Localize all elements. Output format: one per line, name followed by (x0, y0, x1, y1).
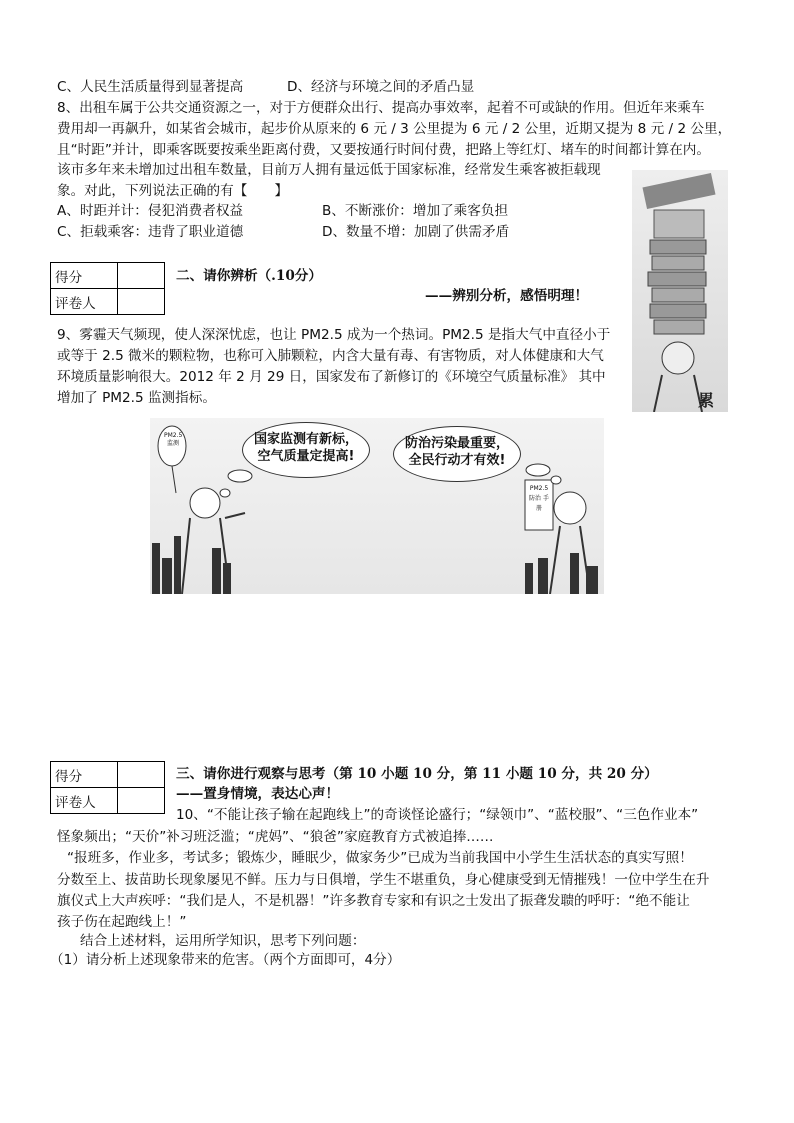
q10-line: 怪象频出；“天价”补习班泛滥；“虎妈”、“狼爸”家庭教育方式被追捧…… (57, 829, 494, 845)
q9-line: 9、雾霾天气频现，使人深深忧虑，也让 PM2.5 成为一个热词。PM2.5 是指大气中直径小于 (57, 327, 611, 343)
q9-line: 环境质量影响很大。2012 年 2 月 29 日，国家发布了新修订的《环境空气质量标准》 其中 (57, 369, 606, 385)
q8-line: 该市多年来未增加过出租车数量，目前万人拥有量远低于国家标准，经常发生乘客被拒载现 (57, 162, 601, 178)
q8-line: 费用却一再飙升，如某省会城市，起步价从原来的 6 元 / 3 公里提为 6 元 / 2 公里，近期又提为 8 元 / 2 公里， (57, 121, 732, 137)
q7-option-d: D、经济与环境之间的矛盾凸显 (287, 79, 475, 95)
q8-line: 8、出租车属于公共交通资源之一，对于方便群众出行、提高办事效率，起着不可或缺的作用。但近年来乘车 (57, 100, 705, 116)
q10-line: 10、“不能让孩子输在起跑线上”的奇谈怪论盛行；“绿领巾”、“蓝校服”、“三色作业本” (176, 807, 699, 823)
q8-option-b: B、不断涨价：增加了乘客负担 (322, 203, 509, 219)
score-table (50, 761, 165, 814)
q9-line: 或等于 2.5 微米的颗粒物，也称可入肺颗粒，内含大量有毒、有害物质，对人体健康和大气 (57, 348, 604, 364)
q8-option-d: D、数量不增：加剧了供需矛盾 (322, 224, 510, 240)
section2-title: 二、请你辨析（.10分） (176, 268, 322, 284)
q10-line: 旗仪式上大声疾呼：“我们是人，不是机器！”许多教育专家和有识之士发出了振聋发聩的呼吁：“绝不能让 (57, 893, 690, 909)
q7-option-c: C、人民生活质量得到显著提高 (57, 79, 244, 95)
bubble-line: 国家监测有新标， (253, 432, 358, 447)
pm25-cartoon (150, 418, 604, 594)
overloaded-student-illustration (632, 170, 728, 412)
q10-line: 孩子伤在起跑线上！” (57, 914, 187, 930)
q10-subquestion-1: （1）请分析上述现象带来的危害。（两个方面即可，4分） (50, 952, 401, 968)
prevention-handbook-sign: PM2.5 防治 手册 (529, 485, 549, 512)
score-cell[interactable] (118, 762, 165, 788)
grader-label: 评卷人 (51, 289, 118, 315)
q10-line: 分数至上、拔苗助长现象屡见不鲜。压力与日俱增，学生不堪重负，身心健康受到无情摧残！一位中学生在升 (57, 872, 710, 888)
section3-title: 三、请你进行观察与思考（第 10 小题 10 分，第 11 小题 10 分，共 20 分） (176, 766, 658, 782)
q10-line: “报班多，作业多，考试多；锻炼少，睡眠少，做家务少”已成为当前我国中小学生生活状态的真实写照！ (67, 850, 693, 866)
right-speech-bubble (393, 426, 521, 482)
score-cell[interactable] (118, 263, 165, 289)
bubble-line: 空气质量定提高! (257, 449, 355, 464)
q10-instruction: 结合上述材料，运用所学知识，思考下列问题： (80, 933, 366, 949)
grader-cell[interactable] (118, 788, 165, 814)
q8-option-c: C、拒载乘客：违背了职业道德 (57, 224, 244, 240)
monitor-sign: PM2.5 监测 (164, 432, 183, 447)
score-table (50, 262, 165, 315)
bubble-line: 防治污染最重要， (404, 436, 509, 451)
q8-option-a: A、时距并计：侵犯消费者权益 (57, 203, 244, 219)
section2-subtitle: ——辨别分析，感悟明理！ (425, 288, 589, 304)
score-label: 得分 (51, 263, 118, 289)
q8-line: 且“时距”并计，即乘客既要按乘坐距离付费，又要按通行时间付费，把路上等红灯、堵车的时间都计算在内。 (57, 142, 710, 158)
left-speech-bubble (242, 422, 370, 478)
q9-line: 增加了 PM2.5 监测指标。 (57, 390, 216, 406)
books-stack-drawing (632, 170, 728, 412)
grader-cell[interactable] (118, 289, 165, 315)
tired-caption: 累 (698, 391, 715, 410)
q8-line: 象。对此，下列说法正确的有【 】 (57, 183, 289, 199)
bubble-line: 全民行动才有效! (408, 453, 506, 468)
score-label: 得分 (51, 762, 118, 788)
section3-subtitle: ——置身情境，表达心声！ (176, 786, 340, 802)
grader-label: 评卷人 (51, 788, 118, 814)
